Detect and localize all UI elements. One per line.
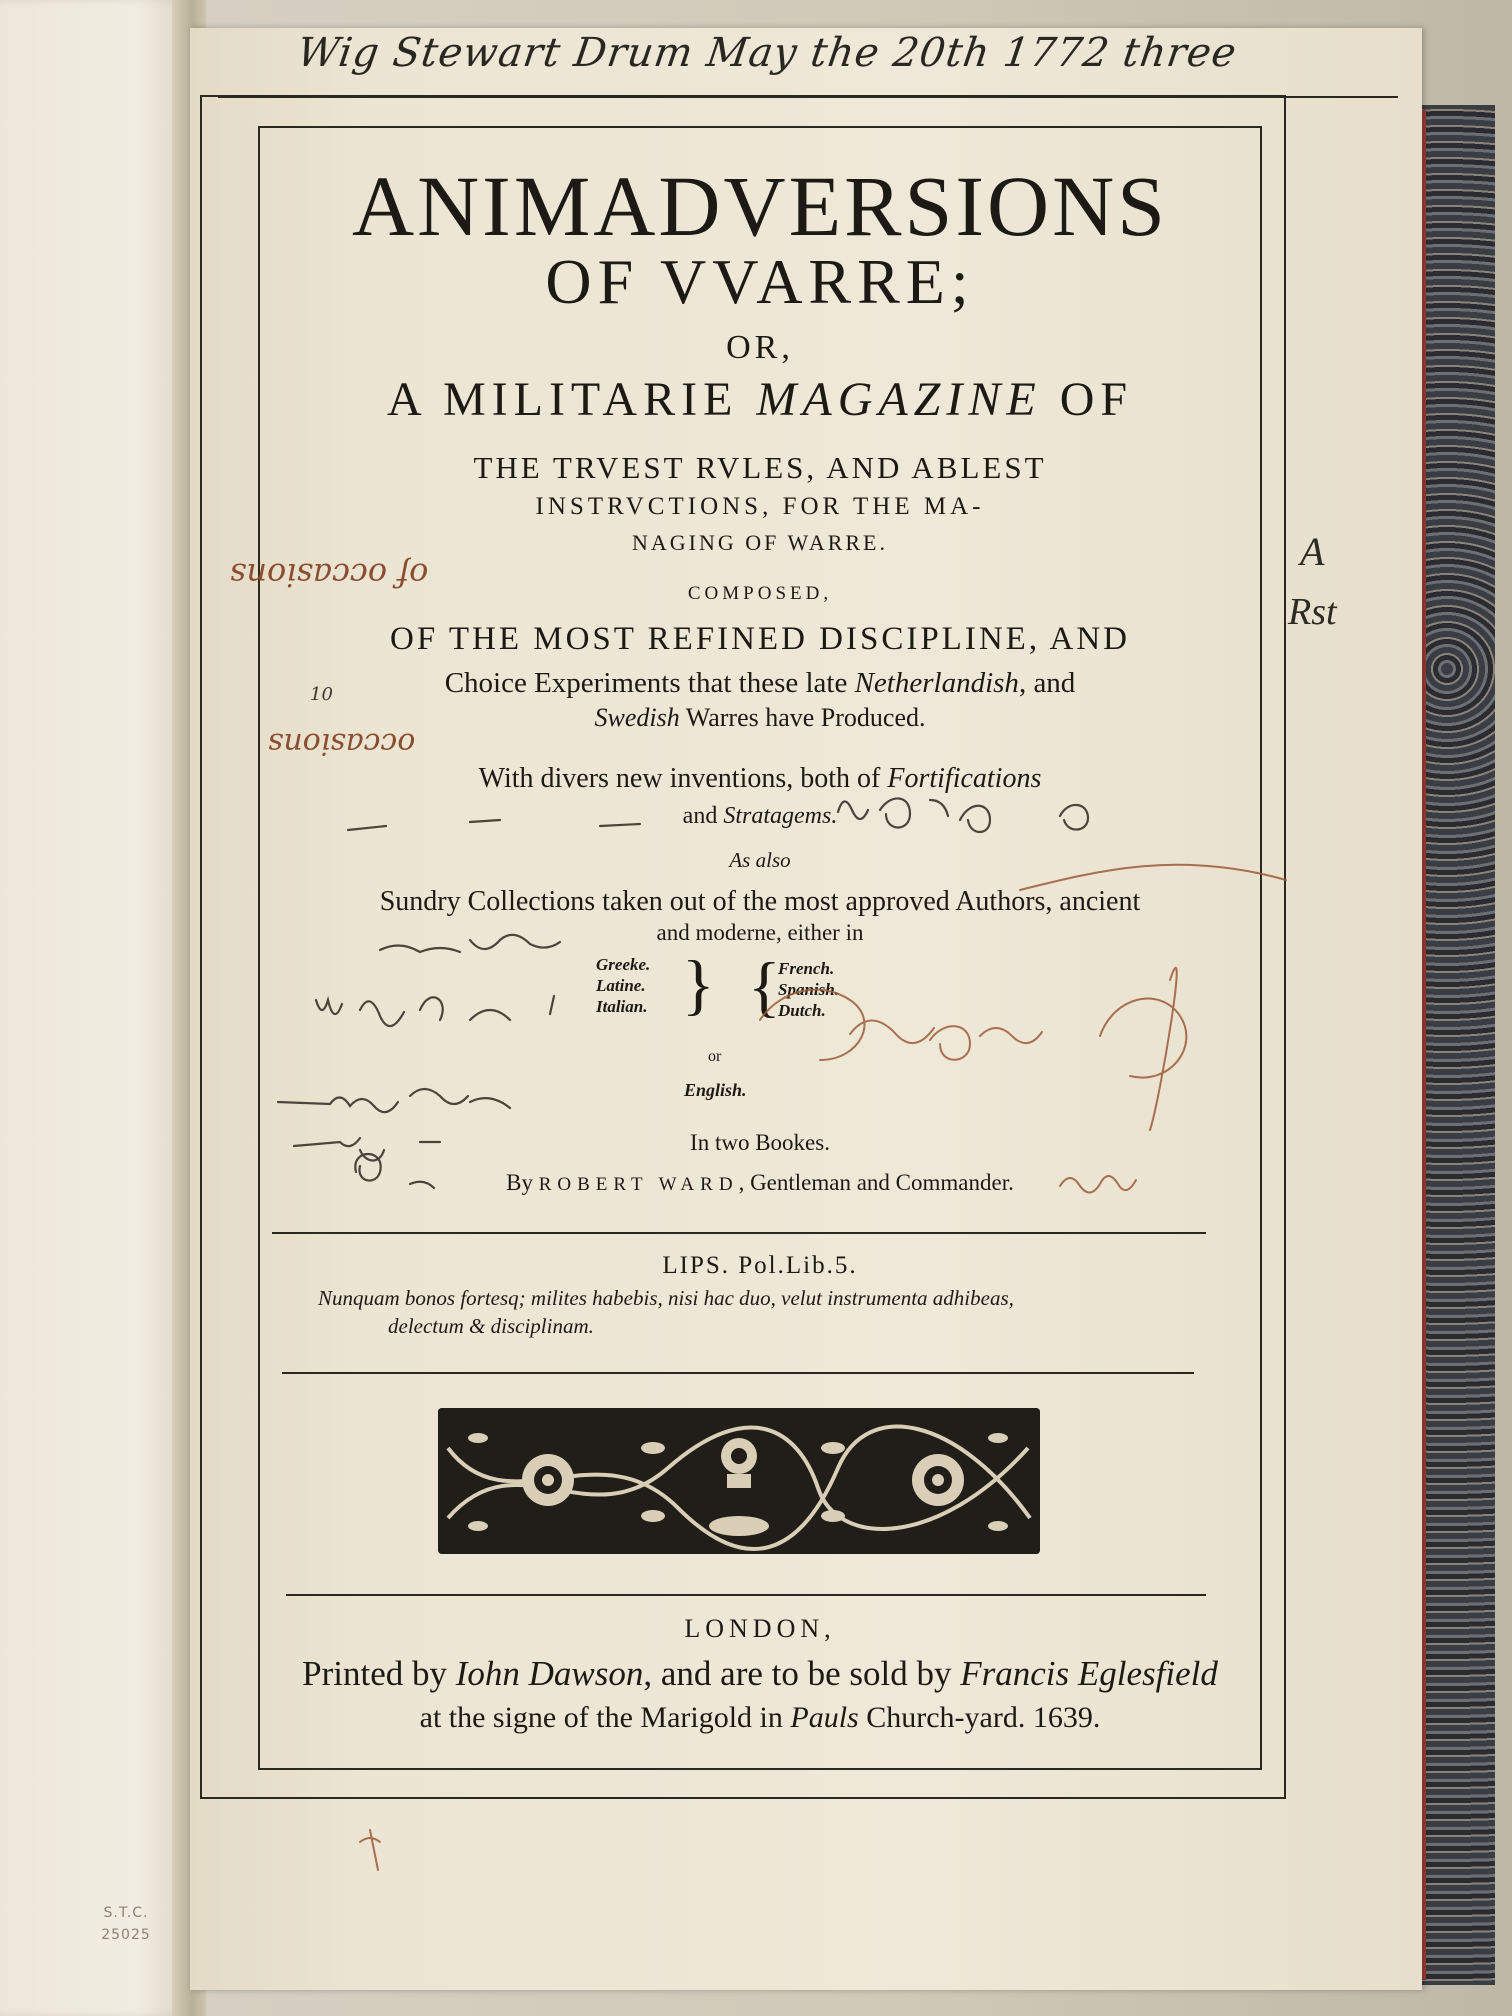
composed-line-2-pre: Choice Experiments that these late	[444, 667, 855, 699]
title-line-6: INSTRVCTIONS, FOR THE MA-	[535, 493, 985, 520]
margin-annotation-rst: Rst	[1288, 591, 1337, 633]
imprint-printer: Iohn Dawson	[455, 1654, 644, 1693]
inventions-line-2-pre: and	[682, 803, 724, 829]
epigraph-source: LIPS. Pol.Lib.5.	[662, 1252, 858, 1279]
handwritten-inscription: Wig Stewart Drum May the 20th 1772 three	[294, 30, 1240, 76]
epigraph-line-2: delectum & disciplinam.	[388, 1314, 594, 1338]
language-italian: Italian.	[596, 997, 648, 1016]
inventions-line-1-italic: Fortifications	[887, 763, 1042, 794]
title-line-5: THE TRVEST RVLES, AND ABLEST	[473, 450, 1047, 485]
margin-annotation-a: A	[1300, 529, 1325, 574]
language-english: English.	[684, 1080, 747, 1100]
language-latin: Latine.	[596, 976, 646, 995]
also-label: As also	[729, 848, 791, 872]
language-spanish: Spanish.	[778, 980, 839, 999]
inventions-line-1-pre: With divers new inventions, both of	[478, 763, 888, 794]
author-prefix: By	[506, 1170, 539, 1195]
annotation-number-10: 10	[310, 684, 333, 705]
imprint-line-1-pre: Printed by	[302, 1654, 456, 1693]
books-line: In two Bookes.	[690, 1130, 830, 1155]
inventions-line-2-italic: Stratagems.	[723, 803, 838, 829]
composed-line-2-italic: Netherlandish	[854, 667, 1019, 699]
stc-label-line1: S.T.C.	[103, 1905, 149, 1921]
also-line-1: Sundry Collections taken out of the most approved Authors, ancient	[379, 886, 1141, 917]
imprint-pauls: Pauls	[790, 1701, 859, 1734]
language-greek: Greeke.	[596, 955, 651, 974]
author-name: ROBERT WARD	[538, 1174, 739, 1195]
title-line-4-post: OF	[1041, 373, 1134, 426]
imprint-city: LONDON,	[684, 1614, 836, 1643]
imprint-line-1-mid: , and are to be sold by	[643, 1654, 961, 1693]
left-brace: {	[748, 948, 781, 1024]
right-brace: }	[682, 946, 715, 1022]
title-line-4-pre: A MILITARIE	[386, 373, 757, 426]
annotation-of-occasions: of occasions	[230, 556, 429, 594]
language-dutch: Dutch.	[778, 1001, 826, 1020]
composed-label: COMPOSED,	[687, 583, 833, 604]
author-suffix: , Gentleman and Commander.	[738, 1170, 1014, 1195]
composed-line-3-post: Warres have Produced.	[679, 703, 926, 732]
language-french: French.	[778, 959, 835, 978]
title-line-3: OR,	[726, 329, 794, 366]
imprint-line-2-post: Church-yard. 1639.	[858, 1701, 1101, 1734]
imprint-bookseller: Francis Eglesfield	[960, 1654, 1218, 1693]
title-line-2: OF VVARRE;	[545, 246, 975, 317]
also-line-2: and moderne, either in	[656, 920, 864, 945]
annotation-occasions: occasions	[268, 726, 416, 761]
stc-label-line2: 25025	[101, 1927, 151, 1943]
title-line-7: NAGING OF WARRE.	[632, 530, 888, 555]
composed-line-3-italic: Swedish	[594, 703, 680, 732]
title-line-4-italic: MAGAZINE	[756, 373, 1042, 426]
imprint-line-2-pre: at the signe of the Marigold in	[419, 1701, 791, 1734]
epigraph-line-1: Nunquam bonos fortesq; milites habebis, nisi hac duo, velut instrumenta adhibeas,	[318, 1286, 1014, 1310]
or-word: or	[708, 1048, 722, 1065]
title-line-1: ANIMADVERSIONS	[351, 158, 1169, 254]
composed-line-2-post: , and	[1018, 667, 1076, 699]
composed-line-1: OF THE MOST REFINED DISCIPLINE, AND	[390, 621, 1130, 657]
